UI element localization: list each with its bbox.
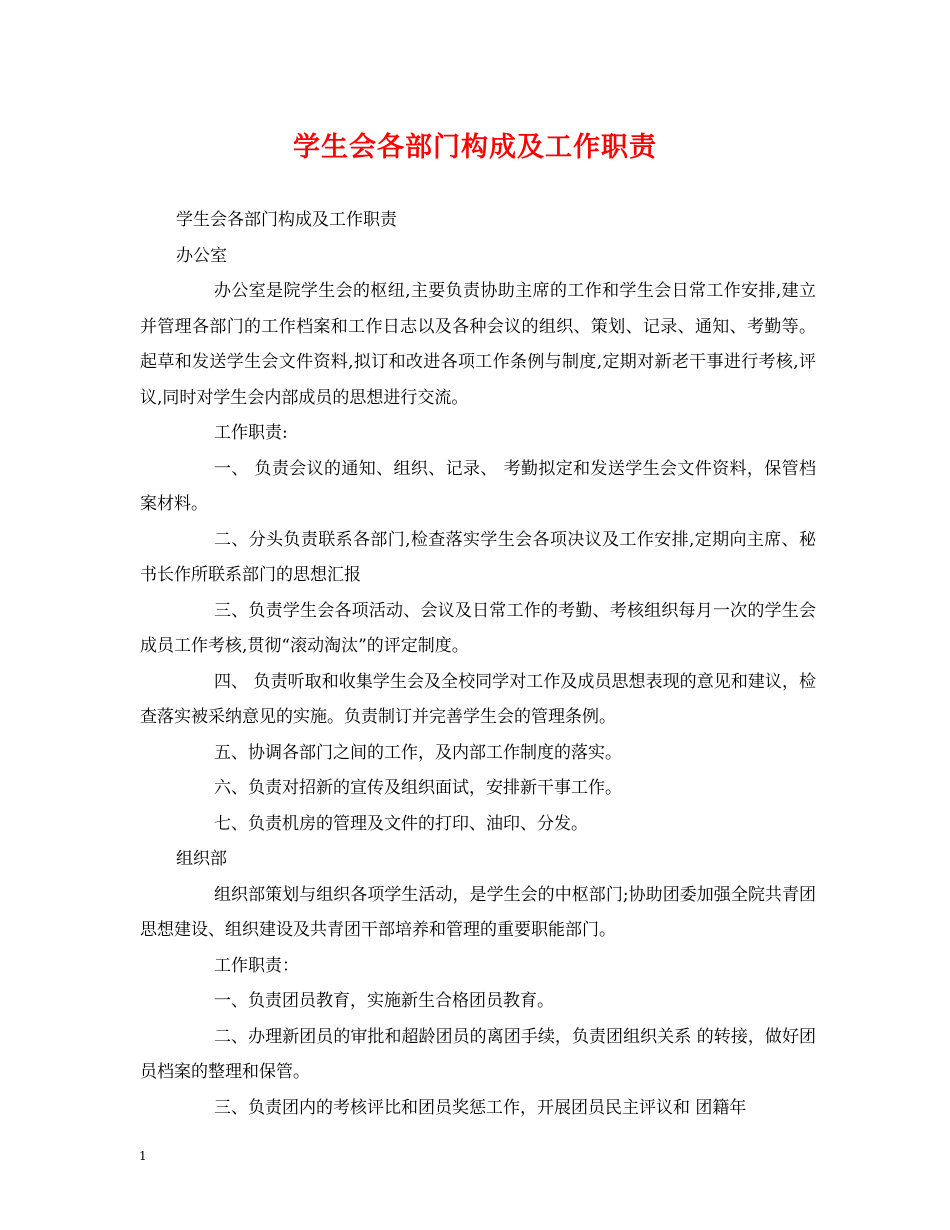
duties-label-organization: 工作职责： xyxy=(214,955,299,976)
list-item-office-duty-1: 一、 负责会议的通知、组织、记录、 考勤拟定和发送学生会文件资料，保管档案材料。 xyxy=(140,458,816,514)
page-number: 1 xyxy=(139,1149,147,1163)
document-body xyxy=(140,203,816,1126)
paragraph-organization-intro: 组织部策划与组织各项学生活动，是学生会的中枢部门;协助团委加强全院共青团思想建设、组织建设及共青团干部培养和管理的重要职能部门。 xyxy=(140,884,816,940)
section-heading-office: 办公室 xyxy=(176,245,227,266)
list-item-organization-duty-1: 一、负责团员教育，实施新生合格团员教育。 xyxy=(214,991,554,1011)
paragraph-heading: 学生会各部门构成及工作职责 xyxy=(176,210,397,230)
list-item-office-duty-4: 四、 负责听取和收集学生会及全校同学对工作及成员思想表现的意见和建议，检查落实被采纳意见的实施。负责制订并完善学生会的管理条例。 xyxy=(140,671,816,727)
list-item-office-duty-3: 三、负责学生会各项活动、会议及日常工作的考勤、考核组织每月一次的学生会成员工作考核,贯彻“滚动淘汰”的评定制度。 xyxy=(140,600,816,656)
list-item-office-duty-6: 六、负责对招新的宣传及组织面试，安排新干事工作。 xyxy=(214,778,622,798)
document-title: 学生会各部门构成及工作职责 xyxy=(293,132,657,163)
list-item-office-duty-7: 七、负责机房的管理及文件的打印、油印、分发。 xyxy=(214,813,588,834)
list-item-office-duty-5: 五、协调各部门之间的工作，及内部工作制度的落实。 xyxy=(214,742,622,763)
section-heading-organization: 组织部 xyxy=(176,849,227,869)
list-item-office-duty-2: 二、分头负责联系各部门,检查落实学生会各项决议及工作安排,定期向主席、秘书长作所联系部门的思想汇报 xyxy=(140,529,816,585)
list-item-organization-duty-3: 三、负责团内的考核评比和团员奖惩工作，开展团员民主评议和 团籍年 xyxy=(214,1097,747,1118)
duties-label-office: 工作职责: xyxy=(214,423,288,443)
list-item-organization-duty-2: 二、办理新团员的审批和超龄团员的离团手续，负责团组织关系 的转接，做好团员档案的整理和保管。 xyxy=(140,1026,816,1082)
paragraph-office-intro: 办公室是院学生会的枢纽,主要负责协助主席的工作和学生会日常工作安排,建立并管理各部门的工作档案和工作日志以及各种会议的组织、策划、记录、通知、考勤等。起草和发送学生会文件资料,拟订和改进各项工作条例与制度,定期对新老干事进行考核,评议,同时对学生会内部成员的思想进行交流。 xyxy=(140,281,816,408)
